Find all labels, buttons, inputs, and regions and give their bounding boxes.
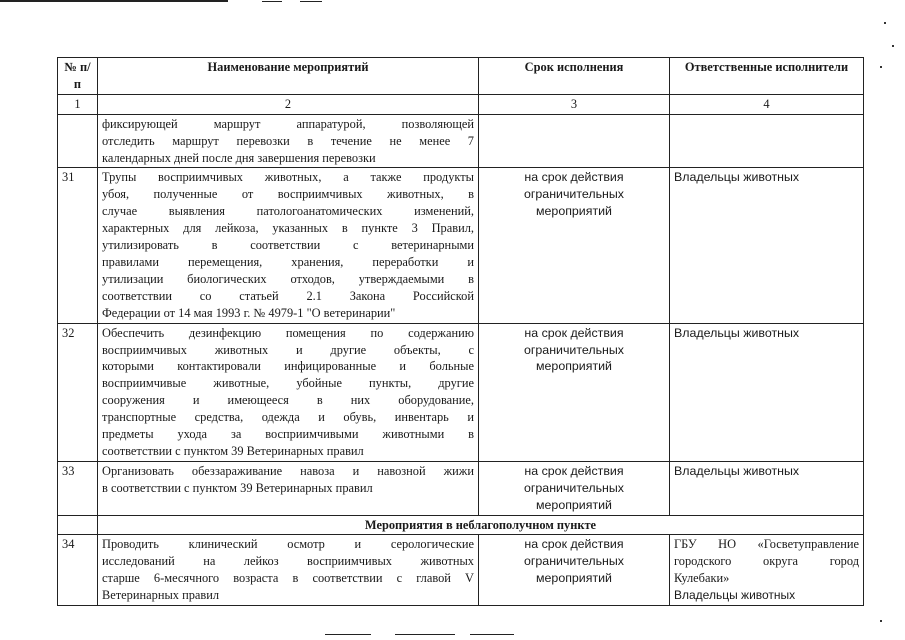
responsible-cell: [670, 461, 864, 515]
text-line: которыми контактировали инфицированные и больные: [102, 359, 474, 374]
text-line: убоя, полученные от восприимчивых животных, в: [102, 187, 474, 202]
scan-speck: [892, 45, 894, 47]
text-line: Федерации от 14 мая 1993 г. № 4979-1 "О ветеринарии": [102, 305, 396, 320]
table-row: [58, 535, 864, 606]
measure-text: [98, 114, 479, 168]
text-line: восприимчивые животные, убойные пункты, другие: [102, 376, 474, 391]
measure-text: [98, 323, 479, 461]
row-num: 33: [58, 461, 98, 515]
text-line: Трупы восприимчивых животных, а также продукты: [102, 170, 474, 185]
table-row: [58, 461, 864, 515]
responsible-cell: [670, 323, 864, 461]
responsible-line: Владельцы животных: [674, 588, 796, 603]
index-cell: 4: [670, 94, 864, 114]
text-line: сооружения и имеющееся в них оборудование,: [102, 393, 474, 408]
scan-edge-line: [262, 1, 282, 2]
header-name: Наименование мероприятий: [98, 58, 479, 95]
measure-text: [98, 535, 479, 606]
term-cell: [479, 114, 670, 168]
text-line: в соответствии с пунктом 39 Ветеринарных правил: [102, 480, 373, 495]
scan-speck: [884, 22, 886, 24]
row-num: 32: [58, 323, 98, 461]
table-header-row: [58, 58, 864, 95]
text-line: утилизации биологических отходов, утверждаемыми в: [102, 271, 474, 286]
measures-table: [57, 57, 864, 606]
column-index-row: [58, 94, 864, 114]
text-line: утилизировать в соответствии с ветеринарными: [102, 238, 474, 253]
term-cell: [479, 168, 670, 323]
table-row: [58, 323, 864, 461]
responsible-line: ГБУ НО «Госветуправление: [674, 537, 859, 552]
scan-speck: [880, 66, 882, 68]
term-cell: [479, 535, 670, 606]
term-line: на срок действия: [524, 325, 624, 340]
scan-speck: [880, 620, 882, 622]
scan-edge-line: [300, 1, 322, 2]
responsible-line: Владельцы животных: [674, 463, 800, 478]
responsible-line: Кулебаки»: [674, 571, 730, 586]
text-line: календарных дней после дня завершения перевозки: [102, 150, 376, 165]
term-line: мероприятий: [536, 497, 612, 512]
index-cell: 1: [58, 94, 98, 114]
index-cell: 3: [479, 94, 670, 114]
text-line: фиксирующей маршрут аппаратурой, позволяющей: [102, 116, 474, 131]
responsible-line: Владельцы животных: [674, 325, 800, 340]
section-header-row: [58, 515, 864, 535]
text-line: старше 6-месячного возраста в соответствии с главой V: [102, 571, 474, 586]
scan-edge-line: [395, 634, 455, 635]
term-line: ограничительных: [524, 187, 624, 202]
text-line: соответствии с пунктом 39 Ветеринарных правил: [102, 443, 364, 458]
index-cell: 2: [98, 94, 479, 114]
term-cell: [479, 461, 670, 515]
term-line: на срок действия: [524, 537, 624, 552]
term-line: ограничительных: [524, 342, 624, 357]
text-line: Проводить клинический осмотр и серологические: [102, 537, 474, 552]
scan-edge-line: [0, 0, 228, 2]
term-cell: [479, 323, 670, 461]
term-line: на срок действия: [524, 463, 624, 478]
header-num: № п/п: [58, 58, 98, 95]
table-row-continuation: [58, 114, 864, 168]
scan-edge-line: [470, 634, 514, 635]
text-line: исследований на лейкоз восприимчивых животных: [102, 554, 474, 569]
term-line: ограничительных: [524, 554, 624, 569]
table-row: [58, 168, 864, 323]
row-num: 34: [58, 535, 98, 606]
term-line: на срок действия: [524, 170, 624, 185]
text-line: предметы ухода за восприимчивыми животными в: [102, 427, 474, 442]
term-line: ограничительных: [524, 480, 624, 495]
responsible-line: городского округа город: [674, 554, 859, 569]
text-line: соответствии со статьей 2.1 Закона Российской: [102, 288, 474, 303]
measure-text: [98, 168, 479, 323]
text-line: правилами перемещения, хранения, переработки и: [102, 254, 474, 269]
responsible-line: Владельцы животных: [674, 170, 800, 185]
scan-edge-line: [325, 634, 371, 635]
text-line: Ветеринарных правил: [102, 588, 220, 603]
text-line: восприимчивых животных и другие объекты, с: [102, 342, 474, 357]
row-num-cell: [58, 114, 98, 168]
text-line: Обеспечить дезинфекцию помещения по содержанию: [102, 325, 474, 340]
section-title: Мероприятия в неблагополучном пункте: [98, 515, 864, 535]
header-term: Срок исполнения: [479, 58, 670, 95]
responsible-cell: [670, 535, 864, 606]
responsible-cell: [670, 168, 864, 323]
text-line: Организовать обеззараживание навоза и навозной жижи: [102, 463, 474, 478]
term-line: мероприятий: [536, 359, 612, 374]
term-line: мероприятий: [536, 204, 612, 219]
text-line: транспортные средства, одежда и обувь, инвентарь и: [102, 410, 474, 425]
responsible-cell: [670, 114, 864, 168]
measure-text: [98, 461, 479, 515]
row-num: 31: [58, 168, 98, 323]
text-line: отследить маршрут перевозки в течение не менее 7: [102, 133, 474, 148]
text-line: случае выявления патологоанатомических изменений,: [102, 204, 474, 219]
header-responsible: Ответственные исполнители: [670, 58, 864, 95]
term-line: мероприятий: [536, 571, 612, 586]
row-num-cell: [58, 515, 98, 535]
text-line: характерных для лейкоза, указанных в пункте 3 Правил,: [102, 221, 474, 236]
